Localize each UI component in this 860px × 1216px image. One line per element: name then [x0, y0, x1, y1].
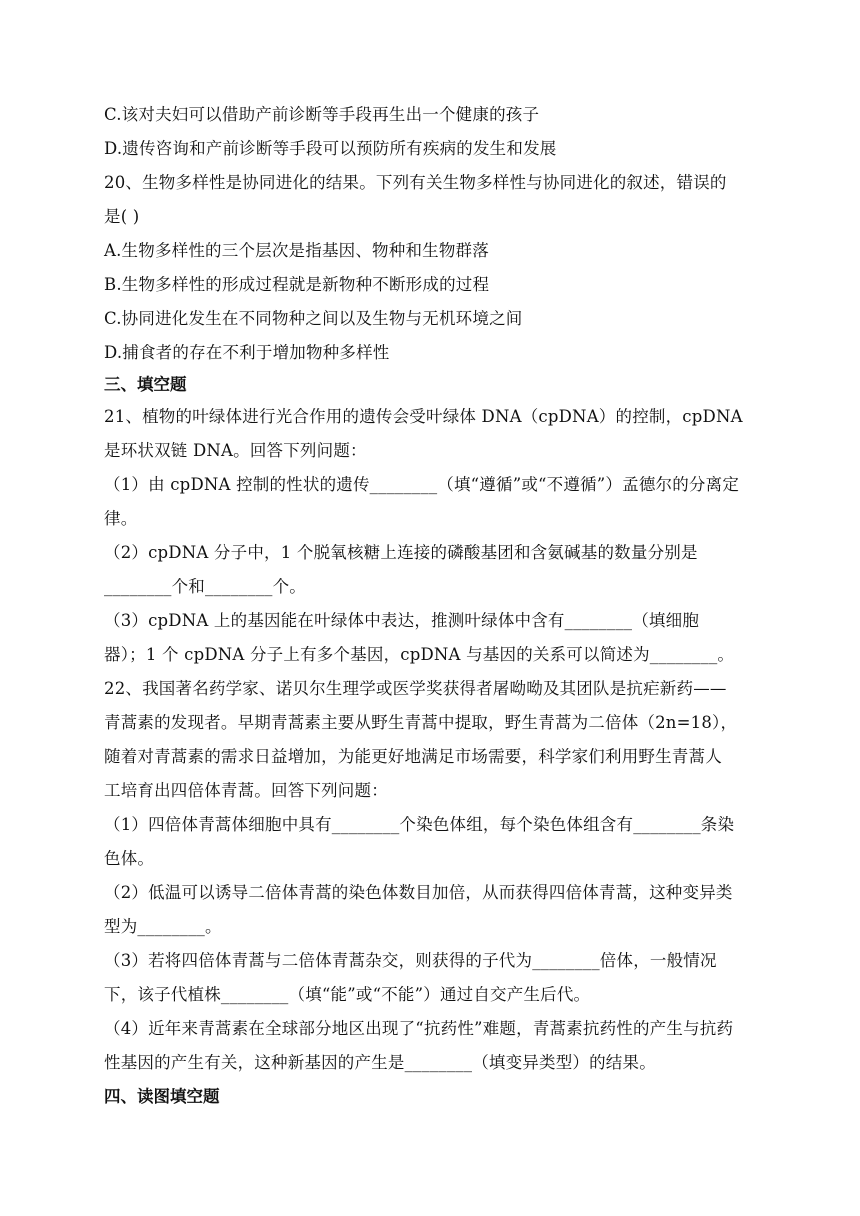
q21-stem-line2: 是环状双链 DNA。回答下列问题：: [104, 441, 367, 460]
q22-part2-line2: 型为________。: [104, 917, 222, 936]
q19-option-d: D.遗传咨询和产前诊断等手段可以预防所有疾病的发生和发展: [104, 139, 557, 158]
q22-part2-line1: （2）低温可以诱导二倍体青蒿的染色体数目加倍，从而获得四倍体青蒿，这种变异类: [104, 883, 733, 902]
q21-part1-line1: （1）由 cpDNA 控制的性状的遗传________（填“遵循”或“不遵循”）孟德尔的分离定: [104, 475, 740, 494]
q20-stem-line2: 是( ): [104, 207, 140, 226]
q21-part1-line2: 律。: [104, 509, 138, 528]
q20-option-c: C.协同进化发生在不同物种之间以及生物与无机环境之间: [104, 309, 523, 328]
q22-part4-line1: （4）近年来青蒿素在全球部分地区出现了“抗药性”难题，青蒿素抗药性的产生与抗药: [104, 1019, 734, 1038]
q21-part3-line2: 器）；1 个 cpDNA 分子上有多个基因，cpDNA 与基因的关系可以简述为________。: [104, 645, 735, 664]
q22-stem-line2: 青蒿素的发现者。早期青蒿素主要从野生青蒿中提取，野生青蒿为二倍体（2n=18），: [104, 713, 738, 732]
q22-part1-line2: 色体。: [104, 849, 155, 868]
q21-stem-line1: 21、植物的叶绿体进行光合作用的遗传会受叶绿体 DNA（cpDNA）的控制，cpDNA: [104, 407, 743, 426]
q20-stem-line1: 20、生物多样性是协同进化的结果。下列有关生物多样性与协同进化的叙述，错误的: [104, 173, 727, 192]
q21-part3-line1: （3）cpDNA 上的基因能在叶绿体中表达，推测叶绿体中含有________（填细胞: [104, 611, 700, 630]
q21-part2-line1: （2）cpDNA 分子中，1 个脱氧核糖上连接的磷酸基团和含氨碱基的数量分别是: [104, 543, 698, 562]
q22-part4-line2: 性基因的产生有关，这种新基因的产生是________（填变异类型）的结果。: [104, 1053, 656, 1072]
section3-title: 三、填空题: [104, 375, 187, 394]
q20-option-d: D.捕食者的存在不利于增加物种多样性: [104, 343, 390, 362]
q22-part1-line1: （1）四倍体青蒿体细胞中具有________个染色体组，每个染色体组含有________条染: [104, 815, 735, 834]
q20-option-a: A.生物多样性的三个层次是指基因、物种和生物群落: [104, 241, 489, 260]
q20-option-b: B.生物多样性的形成过程就是新物种不断形成的过程: [104, 275, 490, 294]
section4-title: 四、读图填空题: [104, 1087, 220, 1106]
q22-stem-line1: 22、我国著名药学家、诺贝尔生理学或医学奖获得者屠呦呦及其团队是抗疟新药——: [104, 679, 727, 698]
q22-stem-line3: 随着对青蒿素的需求日益增加，为能更好地满足市场需要，科学家们利用野生青蒿人: [104, 747, 722, 766]
q21-part2-line2: ________个和________个。: [104, 577, 306, 596]
q19-option-c: C.该对夫妇可以借助产前诊断等手段再生出一个健康的孩子: [104, 105, 540, 124]
q22-part3-line2: 下，该子代植株________（填“能”或“不能”）通过自交产生后代。: [104, 985, 591, 1004]
q22-part3-line1: （3）若将四倍体青蒿与二倍体青蒿杂交，则获得的子代为________倍体，一般情况: [104, 951, 717, 970]
document-page: [104, 98, 764, 1114]
q22-stem-line4: 工培育出四倍体青蒿。回答下列问题：: [104, 781, 388, 800]
